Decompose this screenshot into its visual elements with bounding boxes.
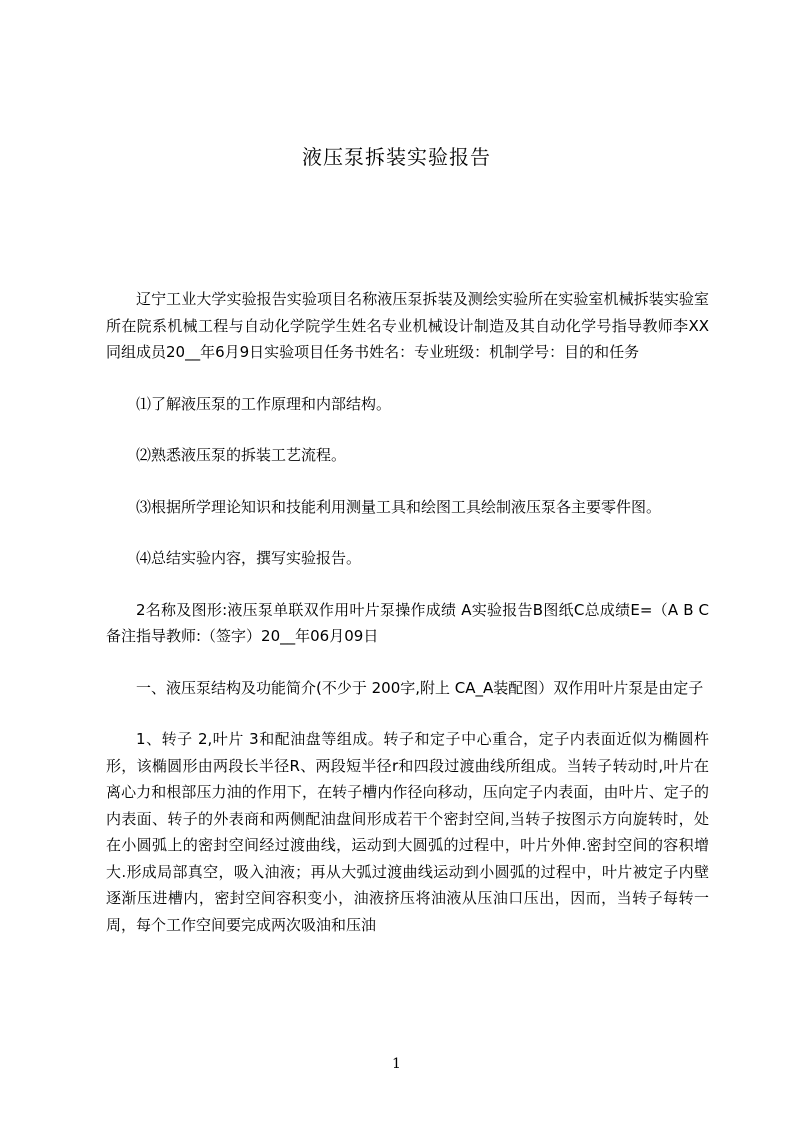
objective-item-3: ⑶根据所学理论知识和技能利用测量工具和绘图工具绘制液压泵各主要零件图。 [136, 497, 662, 516]
name-and-figure-paragraph: 2名称及图形:液压泵单联双作用叶片泵操作成绩 A实验报告B图纸C总成绩E=（A B C备注指导教师:（签字）20__年06月09日 [106, 600, 709, 645]
page-number: 1 [392, 1056, 401, 1072]
objective-item-4: ⑷总结实验内容，撰写实验报告。 [136, 549, 362, 567]
document-body [106, 286, 709, 963]
section-one-heading-paragraph: 一、液压泵结构及功能简介(不少于 200字,附上 CA_A装配图）双作用叶片泵是由定子 [136, 678, 704, 697]
document-title: 液压泵拆装实验报告 [302, 145, 491, 169]
intro-paragraph: 辽宁工业大学实验报告实验项目名称液压泵拆装及测绘实验所在实验室机械拆装实验室所在院系机械工程与自动化学院学生姓名专业机械设计制造及其自动化学号指导教师李XX同组成员20__年6月9日实验项目任务书姓名：专业班级：机制学号：目的和任务 [106, 290, 709, 361]
objective-item-2: ⑵熟悉液压泵的拆装工艺流程。 [136, 446, 347, 464]
objective-item-1: ⑴了解液压泵的工作原理和内部结构。 [136, 394, 392, 413]
structure-description-paragraph: 1、转子 2,叶片 3和配油盘等组成。转子和定子中心重合，定子内表面近似为椭圆杵形，该椭圆形由两段长半径R、两段短半径r和四段过渡曲线所组成。当转子转动时,叶片在离心力和根部压力油的作用下，在转子槽内作径向移动，压向定子内表面，由叶片、定子的内表面、转子的外表商和两侧配油盘间形成若干个密封空间,当转子按图示方向旋转时，处在小圆弧上的密封空间经过渡曲线，运动到大圆弧的过程中，叶片外伸.密封空间的容积增大.形成局部真空，吸入油液；再从大弧过渡曲线运动到小圆弧的过程中，叶片被定子内壁逐渐压进槽内，密封空间容积变小，油液挤压将油液从压油口压出，因而，当转子每转一周，每个工作空间要完成两次吸油和压油 [106, 730, 709, 934]
